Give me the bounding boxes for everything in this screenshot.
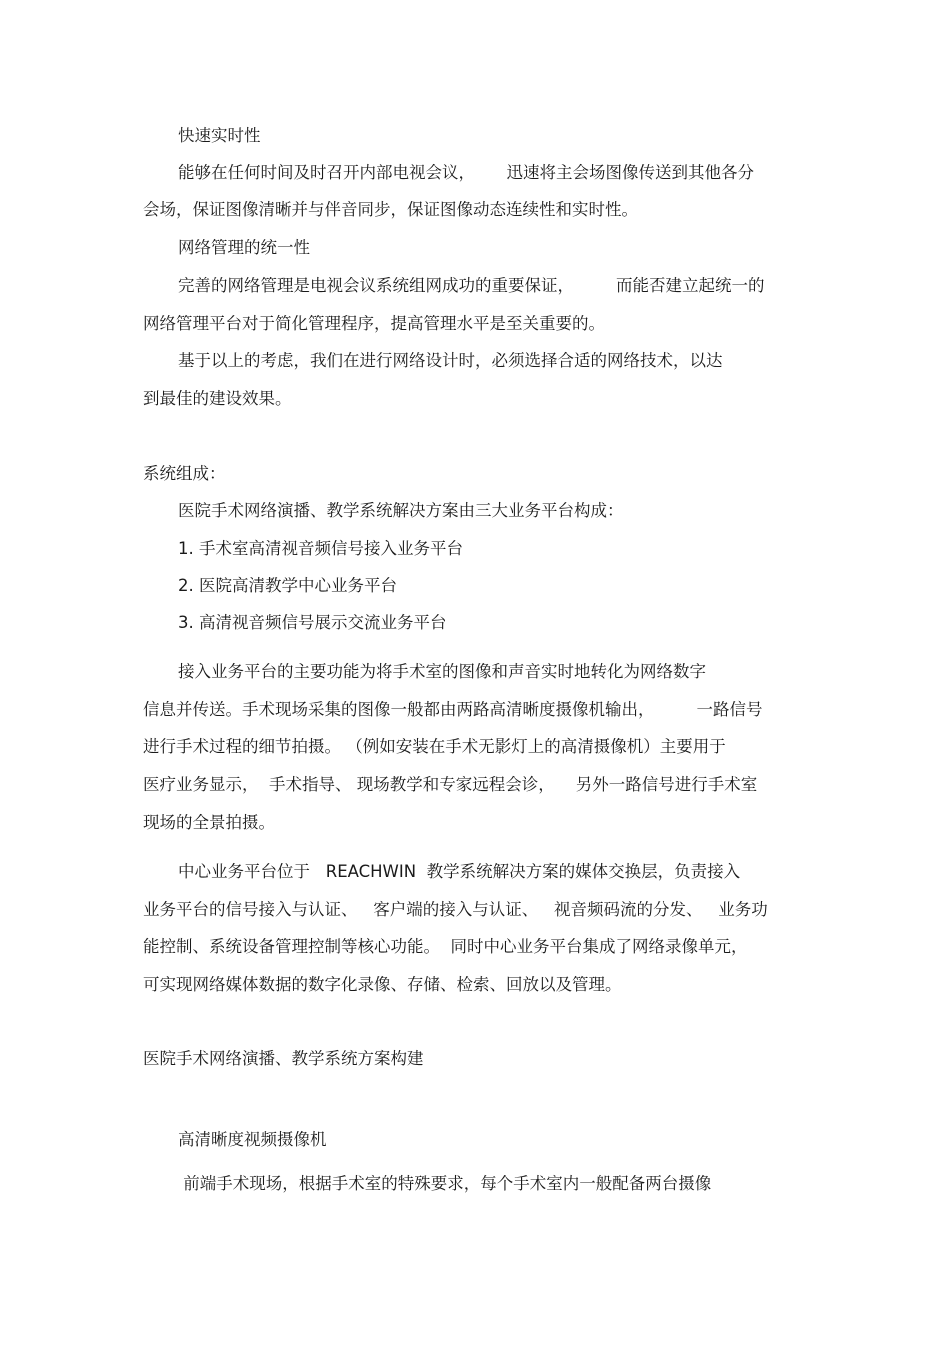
paragraph-line: 会场，保证图像清晰并与伴音同步，保证图像动态连续性和实时性。 <box>143 200 638 219</box>
list-item: 1. 手术室高清视音频信号接入业务平台 <box>178 539 463 558</box>
paragraph-line: 医院手术网络演播、教学系统解决方案由三大业务平台构成： <box>178 501 624 520</box>
paragraph-line: 完善的网络管理是电视会议系统组网成功的重要保证， 而能否建立起统一的 <box>178 276 765 295</box>
paragraph-line: 业务平台的信号接入与认证、 客户端的接入与认证、 视音频码流的分发、 业务功 <box>143 900 768 919</box>
paragraph-line: 中心业务平台位于 REACHWIN 教学系统解决方案的媒体交换层，负责接入 <box>178 862 741 881</box>
paragraph-line: 能控制、系统设备管理控制等核心功能。 同时中心业务平台集成了网络录像单元， <box>143 937 748 956</box>
section-title-system-composition: 系统组成： <box>143 464 226 483</box>
paragraph-line: 网络管理平台对于简化管理程序，提高管理水平是至关重要的。 <box>143 314 605 333</box>
paragraph-line: 接入业务平台的主要功能为将手术室的图像和声音实时地转化为网络数字 <box>178 662 706 681</box>
paragraph-line: 前端手术现场，根据手术室的特殊要求，每个手术室内一般配备两台摄像 <box>178 1174 712 1193</box>
paragraph-line: 可实现网络媒体数据的数字化录像、存储、检索、回放以及管理。 <box>143 975 622 994</box>
paragraph-line: 医疗业务显示， 手术指导、 现场教学和专家远程会诊， 另外一路信号进行手术室 <box>143 775 758 794</box>
section-title-solution-construction: 医院手术网络演播、教学系统方案构建 <box>143 1049 424 1068</box>
list-item: 3. 高清视音频信号展示交流业务平台 <box>178 613 447 632</box>
paragraph-line: 基于以上的考虑，我们在进行网络设计时，必须选择合适的网络技术，以达 <box>178 351 723 370</box>
paragraph-line: 信息并传送。手术现场采集的图像一般都由两路高清晰度摄像机输出， 一路信号 <box>143 700 763 719</box>
heading-realtime: 快速实时性 <box>178 126 261 145</box>
paragraph-line: 现场的全景拍摄。 <box>143 813 275 832</box>
heading-hd-camera: 高清晰度视频摄像机 <box>178 1130 327 1149</box>
paragraph-line: 能够在任何时间及时召开内部电视会议， 迅速将主会场图像传送到其他各分 <box>178 163 754 182</box>
list-item: 2. 医院高清教学中心业务平台 <box>178 576 397 595</box>
paragraph-line: 到最佳的建设效果。 <box>143 389 292 408</box>
paragraph-line: 进行手术过程的细节拍摄。 （例如安装在手术无影灯上的高清摄像机）主要用于 <box>143 737 726 756</box>
heading-network-management: 网络管理的统一性 <box>178 238 310 257</box>
